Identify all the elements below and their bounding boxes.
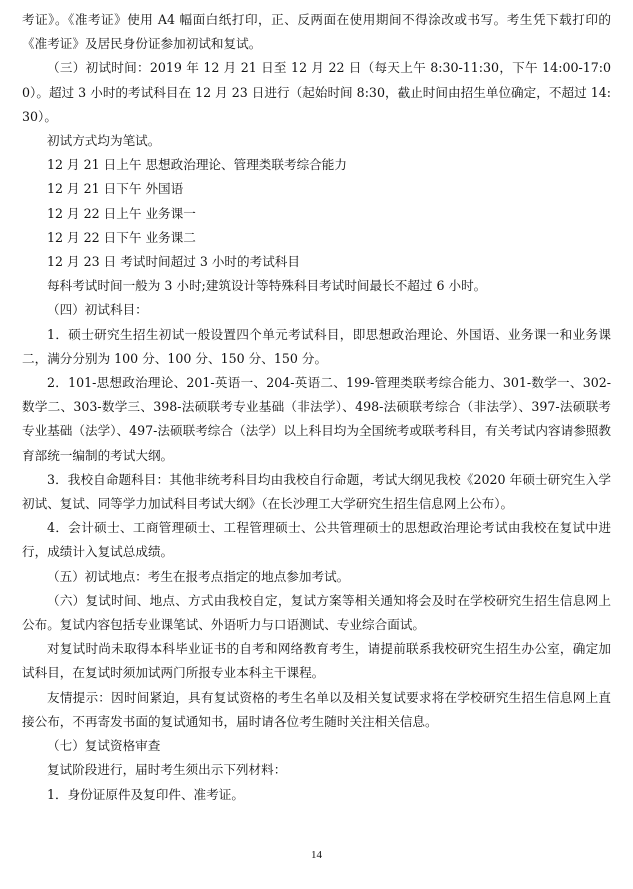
paragraph-subjects-1: 1．硕士研究生招生初试一般设置四个单元考试科目，即思想政治理论、外国语、业务课一和业务课二，满分分别为 100 分、100 分、150 分、150 分。 (22, 326, 611, 366)
schedule-line: 12 月 23 日 考试时间超过 3 小时的考试科目 (47, 254, 300, 270)
page-number: 14 (311, 849, 322, 861)
section-heading-retest-qualification: （七）复试资格审查 (47, 738, 161, 754)
schedule-line: 12 月 21 日下午 外国语 (47, 181, 184, 197)
paragraph-exam-method: 初试方式均为笔试。 (47, 133, 161, 149)
paragraph-retest: （六）复试时间、地点、方式由我校自定，复试方案等相关通知将会及时在学校研究生招生信息网上公布。复试内容包括专业课笔试、外语听力与口语测试、专业综合面试。 (22, 592, 611, 633)
paragraph-subjects-3: 3．我校自命题科目：其他非统考科目均由我校自行命题，考试大纲见我校《2020 年硕士研究生入学初试、复试、同等学力加试科目考试大纲》（在长沙理工大学研究生招生信息网上公布）。 (22, 471, 611, 512)
paragraph-subjects-4: 4．会计硕士、工商管理硕士、工程管理硕士、公共管理硕士的思想政治理论考试由我校在复试中进行，成绩计入复试总成绩。 (22, 520, 611, 560)
paragraph-material-1: 1．身份证原件及复印件、准考证。 (47, 786, 244, 802)
schedule-line: 12 月 21 日上午 思想政治理论、管理类联考综合能力 (47, 157, 347, 173)
paragraph-retest-materials: 复试阶段进行，届时考生须出示下列材料： (47, 762, 287, 778)
paragraph-retest-extra-subjects: 对复试时尚未取得本科毕业证书的自考和网络教育考生，请提前联系我校研究生招生办公室，确定加试科目，在复试时须加试两门所报专业本科主干课程。 (22, 641, 611, 681)
paragraph-exam-time: （三）初试时间：2019 年 12 月 21 日至 12 月 22 日（每天上午 8:30-11:30，下午 14:00-17:00）。超过 3 小时的考试科目在 12 月 23 日进行（起始时间 8:30，截止时间由招生单位确定，不超过 14:30）。 (22, 60, 611, 124)
paragraph-exam-location: （五）初试地点：考生在报考点指定的地点参加考试。 (47, 568, 350, 584)
paragraph-friendly-reminder: 友情提示：因时间紧迫，具有复试资格的考生名单以及相关复试要求将在学校研究生招生信息网上直接公布，不再寄发书面的复试通知书，届时请各位考生随时关注相关信息。 (22, 689, 611, 729)
paragraph-exam-duration: 每科考试时间一般为 3 小时;建筑设计等特殊科目考试时间最长不超过 6 小时。 (47, 278, 487, 294)
schedule-line: 12 月 22 日上午 业务课一 (47, 205, 196, 221)
paragraph-admission-ticket: 考证》。《准考证》使用 A4 幅面白纸打印，正、反两面在使用期间不得涂改或书写。考生凭下载打印的《准考证》及居民身份证参加初试和复试。 (22, 12, 611, 52)
section-heading-subjects: （四）初试科目： (47, 302, 148, 318)
paragraph-subjects-2: 2．101-思想政治理论、201-英语一、204-英语二、199-管理类联考综合能力、301-数学一、302-数学二、303-数学三、398-法硕联考专业基础（非法学）、498-法硕联考综合（非法学）、397-法硕联考专业基础（法学）、497-法硕联考综合（法学）以上科目均为全国统考或联考科目，有关考试内容请参照教育部统一编制的考试大纲。 (22, 375, 611, 463)
schedule-line: 12 月 22 日下午 业务课二 (47, 229, 196, 245)
